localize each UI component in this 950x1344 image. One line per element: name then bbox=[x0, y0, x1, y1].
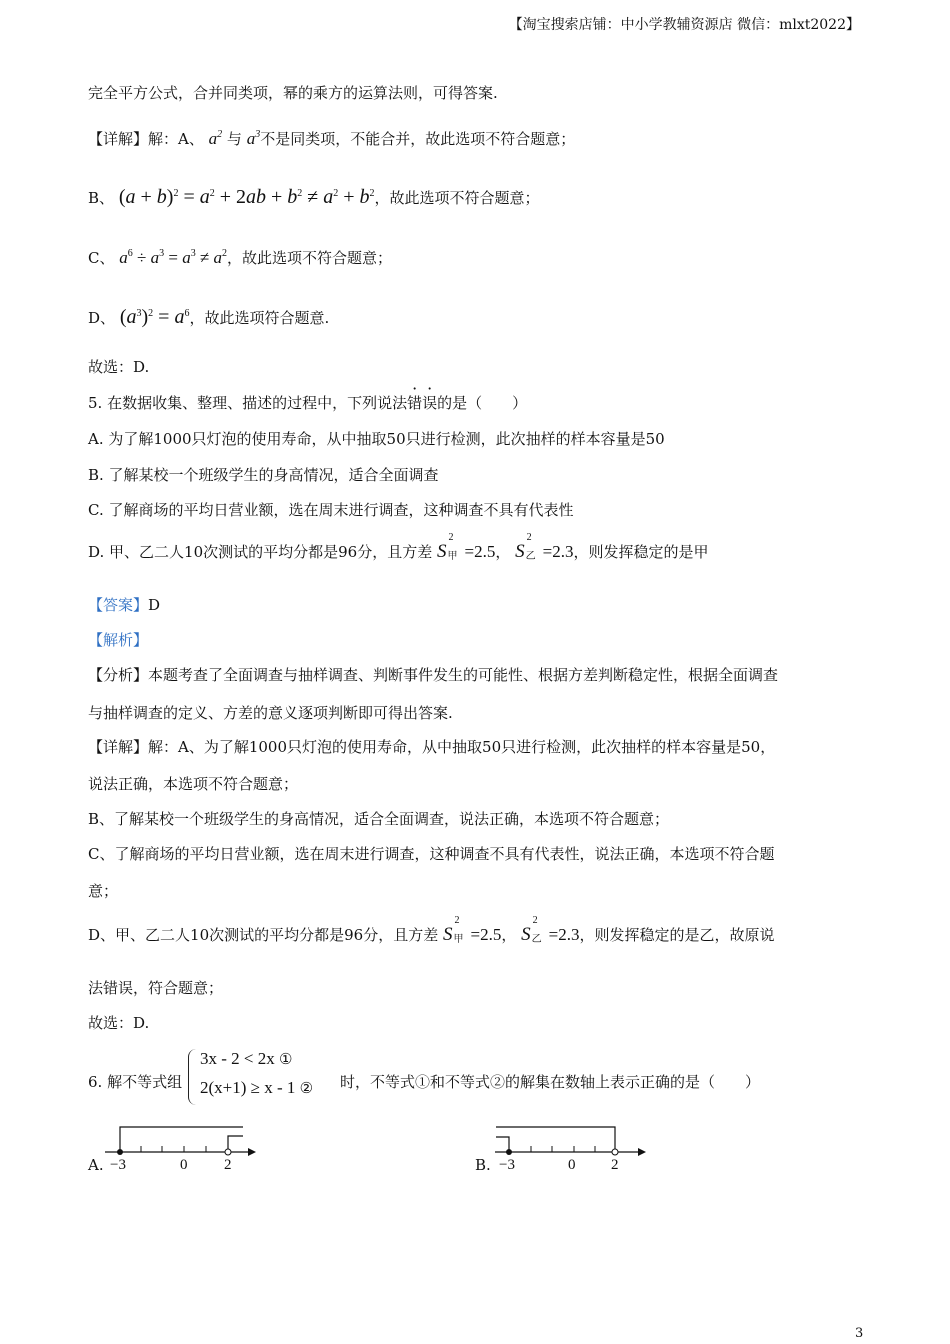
tick-label-neg3: −3 bbox=[110, 1157, 126, 1173]
formula-a3: $a^3$ bbox=[246, 129, 261, 148]
q5-detail-d: D、甲、乙二人10次测试的平均分都是96分，且方差 S 2 甲 =2.5， S 2 乙 =2.3，则发挥稳定的是乙，故原说 bbox=[88, 915, 775, 945]
variance-jia: S 2 甲 =2.5 bbox=[437, 532, 496, 562]
answer-value: D bbox=[148, 596, 161, 614]
q5-detail-a2: 说法正确，本选项不符合题意； bbox=[88, 775, 299, 793]
q5-fenxi-1: 【分析】本题考查了全面调查与抽样调查、判断事件发生的可能性、根据方差判断稳定性，根据全面调查 bbox=[88, 666, 779, 684]
q6-option-a-label: A. bbox=[88, 1156, 104, 1174]
analysis-label: 【解析】 bbox=[88, 631, 149, 649]
q6-inequality-2: 2(x+1) ≥ x - 1 ② bbox=[200, 1078, 314, 1097]
detail-label: 【详解】 bbox=[88, 738, 149, 756]
emphasis-char-2: 误 bbox=[422, 394, 438, 412]
q5-detail-c1: C、了解商场的平均日营业额，选在周末进行调查，这种调查不具有代表性，说法正确，本选项不符合题 bbox=[88, 845, 775, 863]
q5-option-d: D. 甲、乙二人10次测试的平均分都是96分，且方差 S 2 甲 =2.5， S 2 乙 =2.3，则发挥稳定的是甲 bbox=[88, 532, 709, 562]
a-text-tail: 不是同类项，不能合并，故此选项不符合题意； bbox=[260, 130, 576, 148]
q5-stem-post: 的是（ ） bbox=[437, 394, 528, 412]
answer-label: 【答案】 bbox=[88, 596, 149, 614]
q5-detail-b: B、了解某校一个班级学生的身高情况，适合全面调查，说法正确，本选项不符合题意； bbox=[88, 810, 670, 828]
intro-line: 完全平方公式，合并同类项，幂的乘方的运算法则，可得答案. bbox=[88, 84, 498, 102]
variance-jia-2: S 2 甲 =2.5 bbox=[442, 915, 502, 945]
formula-a2: $a^2$ bbox=[208, 129, 223, 148]
q5-option-b: B. 了解某校一个班级学生的身高情况，适合全面调查 bbox=[88, 466, 439, 484]
formula-d: $(a^3)^2 = a^6$ bbox=[119, 306, 190, 328]
b-label: B、 bbox=[88, 189, 115, 207]
number-line-b bbox=[490, 1120, 650, 1180]
page-number: 3 bbox=[855, 1326, 864, 1341]
formula-c: $a^6 \div a^3 = a^3 \ne a^2$ bbox=[119, 248, 228, 267]
q5-choice: 故选：D. bbox=[88, 1014, 150, 1032]
detail-label: 【详解】 bbox=[88, 130, 149, 148]
page-header: 【淘宝搜索店铺：中小学教辅资源店 微信：mlxt2022】 bbox=[508, 17, 860, 33]
q5-detail-a1: 【详解】解：A、为了解1000只灯泡的使用寿命，从中抽取50只进行检测，此次抽样的样本容量是50， bbox=[88, 738, 776, 756]
tick-label-0: 0 bbox=[180, 1157, 188, 1173]
detail-prefix: 解：A、 bbox=[148, 130, 204, 148]
formula-b: $(a + b)^2 = a^2 + 2ab + b^2 \ne a^2 + b^2$ bbox=[118, 186, 375, 208]
q4-detail-b bbox=[88, 186, 540, 209]
text-and: 与 bbox=[226, 130, 242, 148]
q5-option-a: A. 为了解1000只灯泡的使用寿命，从中抽取50只进行检测，此次抽样的样本容量是50 bbox=[88, 430, 665, 448]
q4-choice: 故选：D. bbox=[88, 358, 150, 376]
variance-yi: S 2 乙 =2.3 bbox=[515, 532, 574, 562]
q6-stem-pre: 6. 解不等式组 bbox=[88, 1073, 183, 1091]
system-brace bbox=[188, 1049, 197, 1105]
opt-d-post: ，则发挥稳定的是甲 bbox=[573, 543, 709, 561]
q4-detail-c bbox=[88, 247, 392, 268]
tick-label-neg3: −3 bbox=[499, 1157, 515, 1173]
b-tail: ，故此选项不符合题意； bbox=[374, 189, 540, 207]
q5-detail-c2: 意； bbox=[88, 882, 119, 900]
q5-option-c: C. 了解商场的平均日营业额，选在周末进行调查，这种调查不具有代表性 bbox=[88, 501, 574, 519]
c-tail: ，故此选项不符合题意； bbox=[227, 249, 393, 267]
d-tail: ，故此选项符合题意. bbox=[189, 309, 330, 327]
d-label: D、 bbox=[88, 309, 116, 327]
q6-option-b-label: B. bbox=[475, 1156, 491, 1174]
tick-label-2: 2 bbox=[611, 1157, 619, 1173]
q6-inequality-1: 3x - 2 < 2x ① bbox=[200, 1049, 293, 1068]
q5-stem-pre: 5. 在数据收集、整理、描述的过程中，下列说法 bbox=[88, 394, 408, 412]
detail-d-post: ，则发挥稳定的是乙，故原说 bbox=[579, 926, 775, 944]
tick-label-2: 2 bbox=[224, 1157, 232, 1173]
q5-detail-d2: 法错误，符合题意； bbox=[88, 979, 224, 997]
opt-d-pre: D. 甲、乙二人10次测试的平均分都是96分，且方差 bbox=[88, 543, 433, 561]
fenxi-label: 【分析】 bbox=[88, 666, 149, 684]
q5-stem bbox=[88, 392, 527, 413]
q4-detail-a bbox=[88, 128, 575, 149]
q4-detail-d bbox=[88, 306, 329, 329]
q5-answer bbox=[88, 594, 160, 615]
number-line-a bbox=[100, 1120, 260, 1180]
detail-d-pre: D、甲、乙二人10次测试的平均分都是96分，且方差 bbox=[88, 926, 439, 944]
emphasis-char-1: 错 bbox=[407, 394, 423, 412]
tick-label-0: 0 bbox=[568, 1157, 576, 1173]
q5-fenxi-2: 与抽样调查的定义、方差的意义逐项判断即可得出答案. bbox=[88, 704, 453, 722]
q6-stem-post: 时，不等式①和不等式②的解集在数轴上表示正确的是（ ） bbox=[340, 1073, 761, 1091]
variance-yi-2: S 2 乙 =2.3 bbox=[521, 915, 580, 945]
c-label: C、 bbox=[88, 249, 115, 267]
